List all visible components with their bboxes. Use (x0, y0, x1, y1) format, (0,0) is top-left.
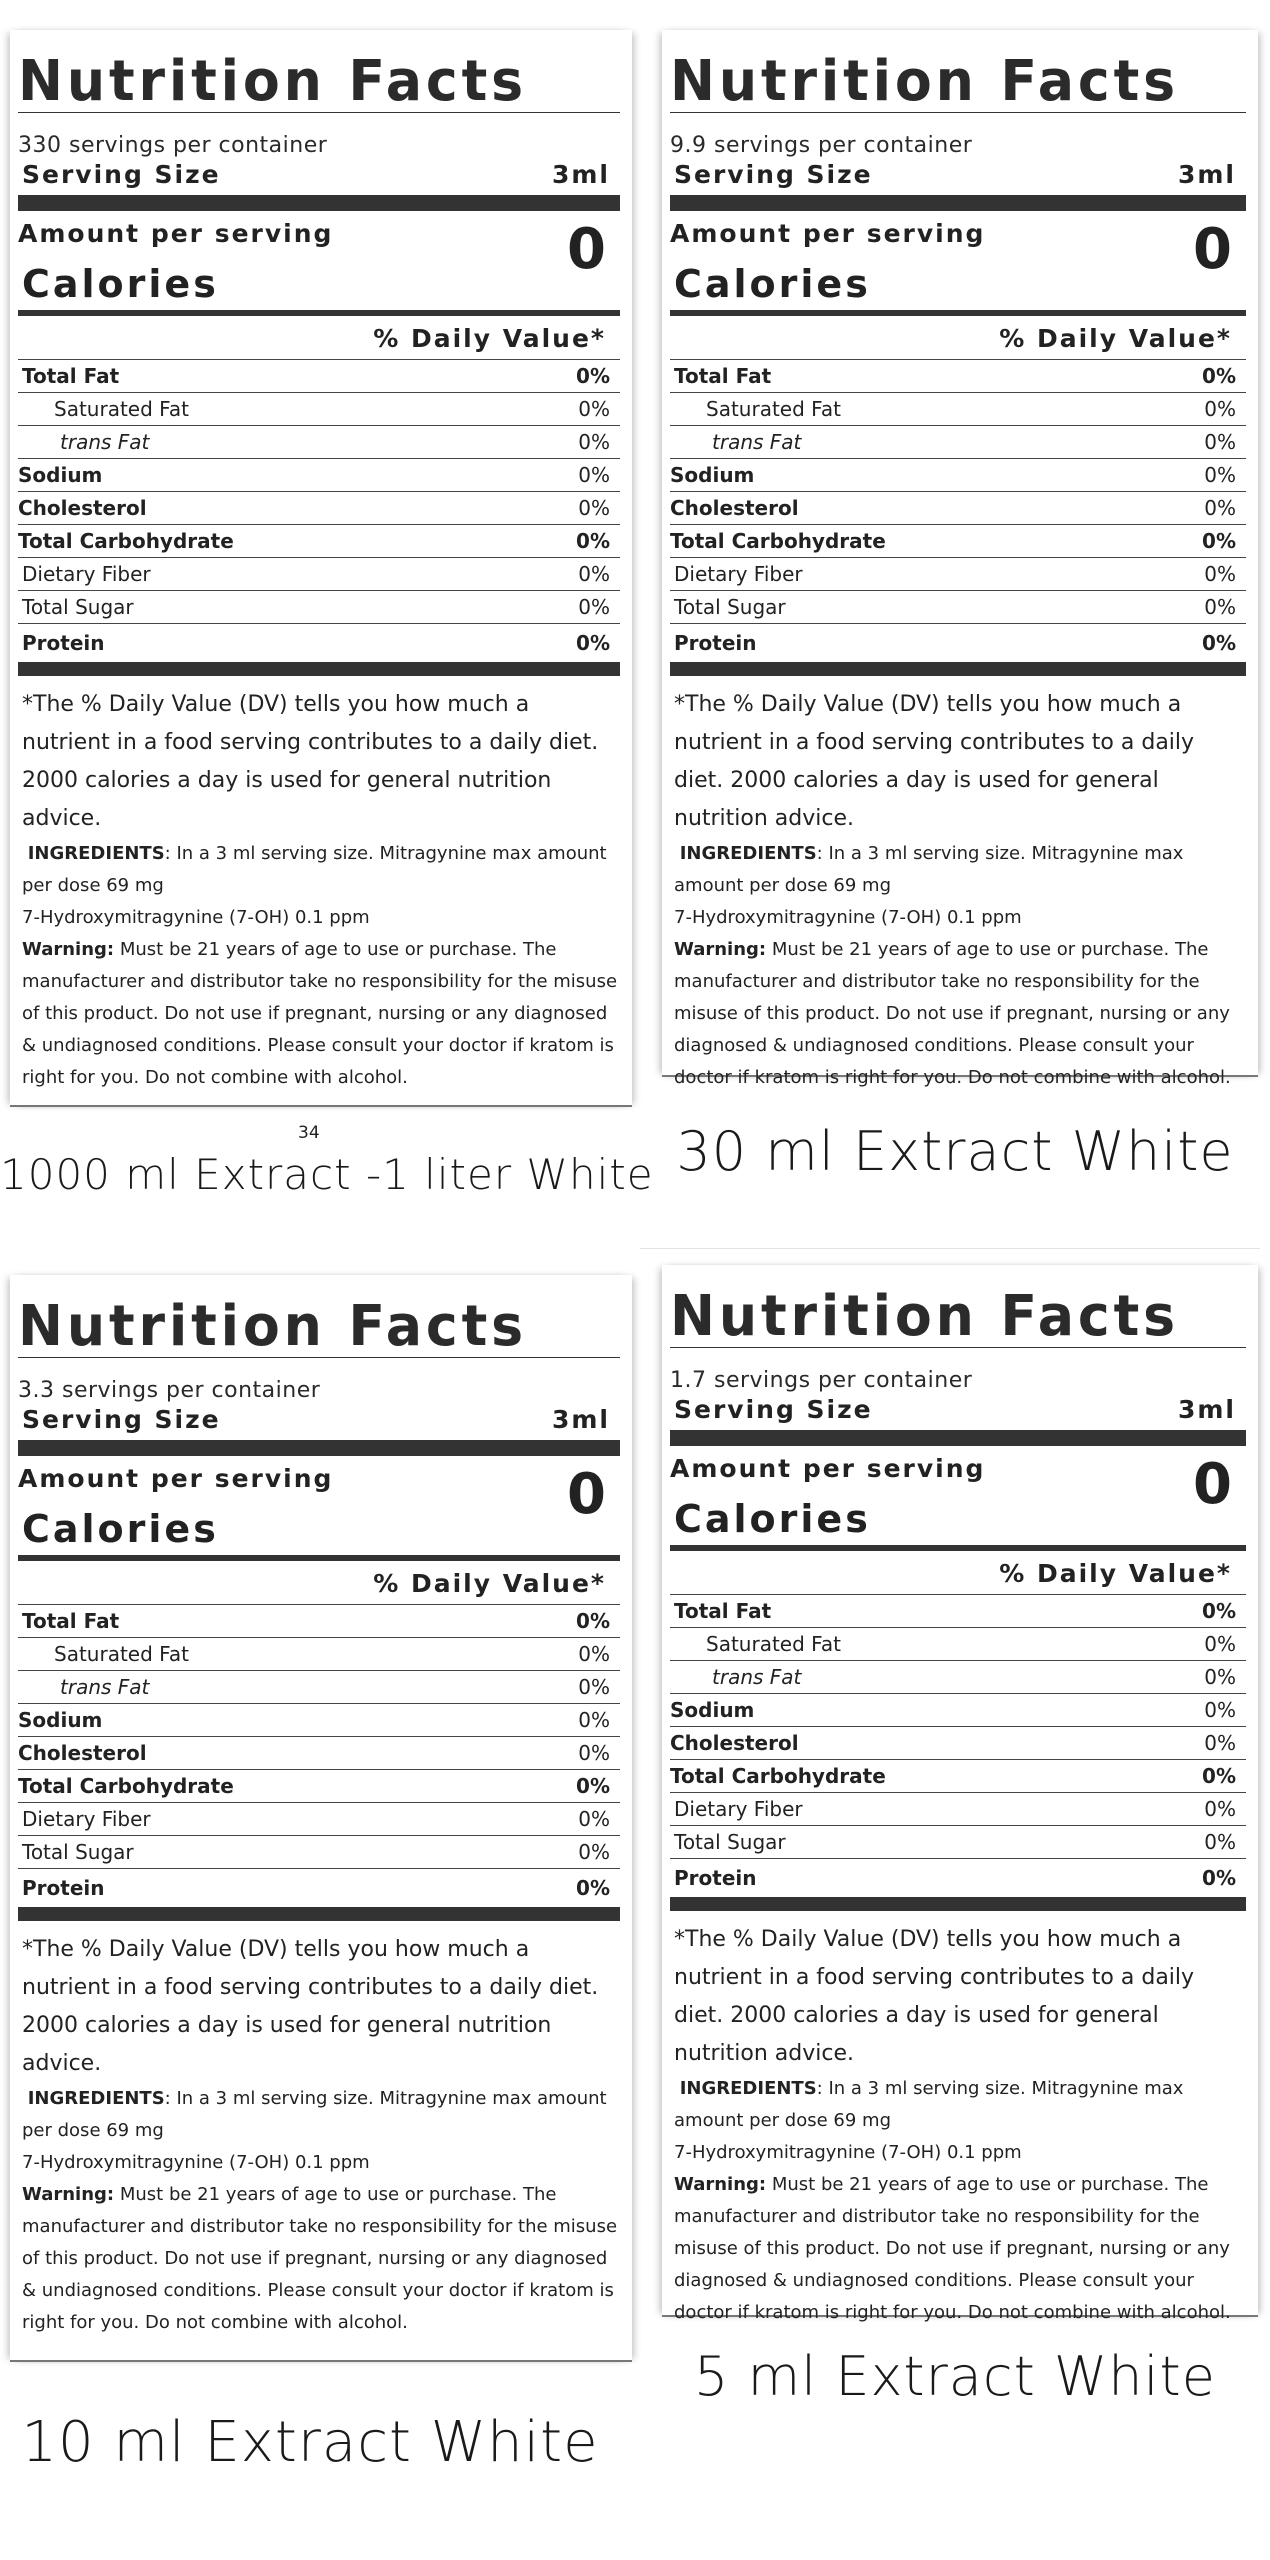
nutrient-name: trans Fat (60, 1675, 150, 1699)
nutrient-value: 0% (1202, 364, 1236, 388)
nutrient-row (670, 1594, 1246, 1627)
serving-size-label: Serving Size (674, 160, 873, 189)
nutrient-name: Cholesterol (670, 1731, 799, 1755)
servings-per-container: 1.7 servings per container (670, 1368, 973, 1393)
nutrition-facts-panel (662, 30, 1258, 1088)
warning-label: Warning: (22, 939, 115, 960)
nutrient-name: Total Carbohydrate (18, 1774, 234, 1798)
nutrient-row (670, 491, 1246, 524)
warning-label: Warning: (674, 939, 767, 960)
nutrient-value: 0% (576, 1609, 610, 1633)
daily-value-footnote: *The % Daily Value (DV) tells you how much a nutrient in a food serving contributes to a daily diet. 2000 calories a day is used for general nutrition advice. (22, 1937, 599, 2076)
nutrient-value: 0% (576, 1876, 610, 1900)
product-caption: 30 ml Extract White (676, 1120, 1234, 1183)
ingredients-text: INGREDIENTS: In a 3 ml serving size. Mitragynine max amount per dose 69 mg (22, 843, 607, 896)
nutrient-name: Total Sugar (22, 1840, 134, 1864)
nutrient-value: 0% (576, 631, 610, 655)
product-caption: 10 ml Extract White (21, 2410, 599, 2475)
nutrient-row (670, 1660, 1246, 1693)
servings-per-container: 3.3 servings per container (18, 1378, 321, 1403)
nutrition-facts-panel (10, 30, 632, 1107)
serving-size-label: Serving Size (22, 160, 221, 189)
nutrient-row (670, 590, 1246, 623)
nutrient-row (670, 425, 1246, 458)
nutrient-row (670, 1858, 1246, 1897)
nutrient-name: Total Sugar (674, 595, 786, 619)
page-number: 34 (298, 1123, 320, 1143)
nutrient-value: 0% (578, 1708, 610, 1732)
nutrient-name: Total Carbohydrate (670, 529, 886, 553)
nutrient-value: 0% (1204, 1830, 1236, 1854)
nutrient-name: Total Fat (674, 364, 772, 388)
nutrient-name: Sodium (18, 1708, 103, 1732)
nutrient-row (18, 1703, 620, 1736)
nutrient-name: Saturated Fat (54, 1642, 189, 1666)
nutrition-facts-title: Nutrition Facts (670, 49, 1179, 114)
nutrient-name: Total Fat (22, 1609, 120, 1633)
nutrient-row (18, 590, 620, 623)
nutrient-value: 0% (1202, 1599, 1236, 1623)
nutrient-row (670, 1693, 1246, 1726)
nutrient-value: 0% (576, 364, 610, 388)
daily-value-footnote: *The % Daily Value (DV) tells you how much a nutrient in a food serving contributes to a daily diet. 2000 calories a day is used for general nutrition advice. (674, 692, 1195, 831)
calories-value: 0 (1193, 217, 1232, 282)
nutrient-name: Cholesterol (18, 496, 147, 520)
nutrient-value: 0% (578, 1741, 610, 1765)
ingredients-text: INGREDIENTS: In a 3 ml serving size. Mitragynine max amount per dose 69 mg (22, 2088, 607, 2141)
nutrient-value: 0% (1204, 1698, 1236, 1722)
calories-label: Calories (22, 262, 219, 306)
warning-text: Warning: Must be 21 years of age to use or purchase. The manufacturer and distributor take no responsibility for the misuse of this product. Do not use if pregnant, nursing or any diagnosed & undiagnosed conditions. Please consult your doctor if kratom is right for you. Do not combine with alcohol. (674, 2174, 1231, 2323)
nutrient-value: 0% (578, 463, 610, 487)
nutrient-name: trans Fat (712, 1665, 802, 1689)
nutrient-value: 0% (1204, 1632, 1236, 1656)
nutrient-value: 0% (578, 430, 610, 454)
warning-text: Warning: Must be 21 years of age to use or purchase. The manufacturer and distributor take no responsibility for the misuse of this product. Do not use if pregnant, nursing or any diagnosed & undiagnosed conditions. Please consult your doctor if kratom is right for you. Do not combine with alcohol. (22, 939, 618, 1088)
nutrient-row (670, 524, 1246, 557)
nutrient-row (18, 1769, 620, 1802)
nutrient-row (670, 557, 1246, 590)
nutrient-value: 0% (1204, 496, 1236, 520)
hydroxy-text: 7-Hydroxymitragynine (7-OH) 0.1 ppm (22, 2152, 370, 2173)
nutrient-value: 0% (1204, 463, 1236, 487)
nutrient-name: Dietary Fiber (674, 562, 803, 586)
nutrient-name: Total Carbohydrate (18, 529, 234, 553)
warning-text: Warning: Must be 21 years of age to use or purchase. The manufacturer and distributor take no responsibility for the misuse of this product. Do not use if pregnant, nursing or any diagnosed & undiagnosed conditions. Please consult your doctor if kratom is right for you. Do not combine with alcohol. (674, 939, 1231, 1088)
nutrient-row (18, 1868, 620, 1907)
nutrient-value: 0% (578, 1642, 610, 1666)
daily-value-footnote: *The % Daily Value (DV) tells you how much a nutrient in a food serving contributes to a daily diet. 2000 calories a day is used for general nutrition advice. (674, 1927, 1195, 2066)
nutrient-value: 0% (1204, 595, 1236, 619)
warning-label: Warning: (674, 2174, 767, 2195)
nutrient-row (670, 458, 1246, 491)
nutrient-row (18, 1604, 620, 1637)
product-caption: 1000 ml Extract -1 liter White (0, 1150, 654, 1199)
nutrient-row (18, 557, 620, 590)
calories-value: 0 (567, 217, 606, 282)
nutrient-value: 0% (578, 562, 610, 586)
nutrient-value: 0% (578, 496, 610, 520)
nutrient-value: 0% (576, 1774, 610, 1798)
nutrient-name: Sodium (670, 463, 755, 487)
calories-row (670, 215, 1246, 306)
hydroxy-text: 7-Hydroxymitragynine (7-OH) 0.1 ppm (674, 2142, 1022, 2163)
serving-size-label: Serving Size (674, 1395, 873, 1424)
section-divider (640, 1248, 1260, 1249)
nutrient-row (18, 1835, 620, 1868)
nutrition-facts-title: Nutrition Facts (670, 1284, 1179, 1349)
calories-label: Calories (22, 1507, 219, 1551)
nutrient-row (18, 359, 620, 392)
nutrition-facts-title: Nutrition Facts (18, 1294, 527, 1359)
thick-divider (670, 195, 1246, 211)
thick-divider (670, 1430, 1246, 1446)
nutrient-value: 0% (578, 595, 610, 619)
nutrient-row (18, 458, 620, 491)
amount-per-serving-label: Amount per serving (18, 1464, 334, 1493)
nutrient-value: 0% (1202, 529, 1236, 553)
label-5ml (635, 1250, 1270, 2500)
nutrient-name: Protein (674, 631, 757, 655)
serving-size-value: 3ml (1177, 1395, 1236, 1424)
nutrient-value: 0% (1204, 1797, 1236, 1821)
calories-value: 0 (567, 1462, 606, 1527)
nutrition-facts-panel (10, 1275, 632, 2362)
serving-size-row (670, 1395, 1246, 1424)
calories-value: 0 (1193, 1452, 1232, 1517)
nutrient-name: Cholesterol (670, 496, 799, 520)
nutrient-name: Dietary Fiber (674, 1797, 803, 1821)
nutrient-name: Protein (22, 1876, 105, 1900)
thick-divider (18, 195, 620, 211)
serving-size-value: 3ml (551, 160, 610, 189)
serving-size-row (670, 160, 1246, 189)
nutrient-row (18, 392, 620, 425)
warning-label: Warning: (22, 2184, 115, 2205)
serving-size-value: 3ml (1177, 160, 1236, 189)
nutrient-name: trans Fat (712, 430, 802, 454)
nutrient-name: Protein (22, 631, 105, 655)
nutrient-name: Total Sugar (674, 1830, 786, 1854)
product-caption: 5 ml Extract White (694, 2345, 1216, 2408)
label-30ml (635, 0, 1270, 1250)
label-1000ml (0, 0, 654, 1250)
nutrient-name: Dietary Fiber (22, 562, 151, 586)
calories-row (18, 1460, 620, 1551)
nutrient-name: Saturated Fat (706, 397, 841, 421)
hydroxy-text: 7-Hydroxymitragynine (7-OH) 0.1 ppm (22, 907, 370, 928)
ingredients-label: INGREDIENTS (679, 2078, 817, 2099)
serving-size-value: 3ml (551, 1405, 610, 1434)
nutrient-row (670, 1792, 1246, 1825)
thick-divider (670, 662, 1246, 676)
calories-label: Calories (674, 1497, 871, 1541)
thick-divider (670, 1897, 1246, 1911)
nutrient-row (670, 1825, 1246, 1858)
thick-divider (18, 1907, 620, 1921)
nutrient-row (18, 623, 620, 662)
daily-value-header: % Daily Value* (999, 324, 1232, 353)
nutrition-facts-title: Nutrition Facts (18, 49, 527, 114)
calories-row (670, 1450, 1246, 1541)
nutrient-name: Sodium (670, 1698, 755, 1722)
nutrient-name: Total Fat (674, 1599, 772, 1623)
label-10ml (0, 1250, 635, 2500)
nutrient-name: Cholesterol (18, 1741, 147, 1765)
nutrient-row (18, 1736, 620, 1769)
nutrient-name: trans Fat (60, 430, 150, 454)
servings-per-container: 330 servings per container (18, 133, 328, 158)
nutrient-name: Saturated Fat (54, 397, 189, 421)
daily-value-header: % Daily Value* (373, 1569, 606, 1598)
nutrient-row (670, 359, 1246, 392)
nutrient-value: 0% (1202, 1866, 1236, 1890)
nutrient-row (18, 1670, 620, 1703)
nutrient-value: 0% (578, 1840, 610, 1864)
daily-value-footnote: *The % Daily Value (DV) tells you how much a nutrient in a food serving contributes to a daily diet. 2000 calories a day is used for general nutrition advice. (22, 692, 599, 831)
serving-size-row (18, 160, 620, 189)
nutrient-value: 0% (1204, 1665, 1236, 1689)
nutrient-row (18, 1637, 620, 1670)
nutrient-value: 0% (1202, 631, 1236, 655)
calories-label: Calories (674, 262, 871, 306)
nutrient-row (670, 392, 1246, 425)
nutrient-value: 0% (1204, 430, 1236, 454)
daily-value-header: % Daily Value* (373, 324, 606, 353)
nutrient-name: Total Carbohydrate (670, 1764, 886, 1788)
ingredients-label: INGREDIENTS (679, 843, 817, 864)
nutrient-name: Dietary Fiber (22, 1807, 151, 1831)
nutrient-value: 0% (576, 529, 610, 553)
ingredients-label: INGREDIENTS (27, 843, 165, 864)
serving-size-label: Serving Size (22, 1405, 221, 1434)
nutrient-value: 0% (578, 1807, 610, 1831)
nutrient-row (670, 1726, 1246, 1759)
nutrient-row (18, 425, 620, 458)
nutrient-value: 0% (578, 1675, 610, 1699)
servings-per-container: 9.9 servings per container (670, 133, 973, 158)
nutrient-name: Total Sugar (22, 595, 134, 619)
amount-per-serving-label: Amount per serving (670, 219, 986, 248)
warning-text: Warning: Must be 21 years of age to use or purchase. The manufacturer and distributor take no responsibility for the misuse of this product. Do not use if pregnant, nursing or any diagnosed & undiagnosed conditions. Please consult your doctor if kratom is right for you. Do not combine with alcohol. (22, 2184, 618, 2333)
nutrient-name: Saturated Fat (706, 1632, 841, 1656)
ingredients-text: INGREDIENTS: In a 3 ml serving size. Mitragynine max amount per dose 69 mg (674, 2078, 1184, 2131)
thick-divider (18, 1440, 620, 1456)
nutrient-row (670, 1759, 1246, 1792)
nutrient-row (18, 524, 620, 557)
nutrient-name: Total Fat (22, 364, 120, 388)
nutrition-facts-panel (662, 1265, 1258, 2323)
thick-divider (18, 662, 620, 676)
amount-per-serving-label: Amount per serving (18, 219, 334, 248)
ingredients-label: INGREDIENTS (27, 2088, 165, 2109)
serving-size-row (18, 1405, 620, 1434)
nutrient-name: Sodium (18, 463, 103, 487)
calories-row (18, 215, 620, 306)
nutrient-row (670, 1627, 1246, 1660)
nutrient-value: 0% (1202, 1764, 1236, 1788)
nutrient-row (670, 623, 1246, 662)
nutrient-row (18, 491, 620, 524)
nutrient-value: 0% (1204, 1731, 1236, 1755)
daily-value-header: % Daily Value* (999, 1559, 1232, 1588)
nutrient-value: 0% (1204, 562, 1236, 586)
ingredients-text: INGREDIENTS: In a 3 ml serving size. Mitragynine max amount per dose 69 mg (674, 843, 1184, 896)
nutrient-value: 0% (1204, 397, 1236, 421)
hydroxy-text: 7-Hydroxymitragynine (7-OH) 0.1 ppm (674, 907, 1022, 928)
nutrient-row (18, 1802, 620, 1835)
nutrient-value: 0% (578, 397, 610, 421)
nutrient-name: Protein (674, 1866, 757, 1890)
amount-per-serving-label: Amount per serving (670, 1454, 986, 1483)
